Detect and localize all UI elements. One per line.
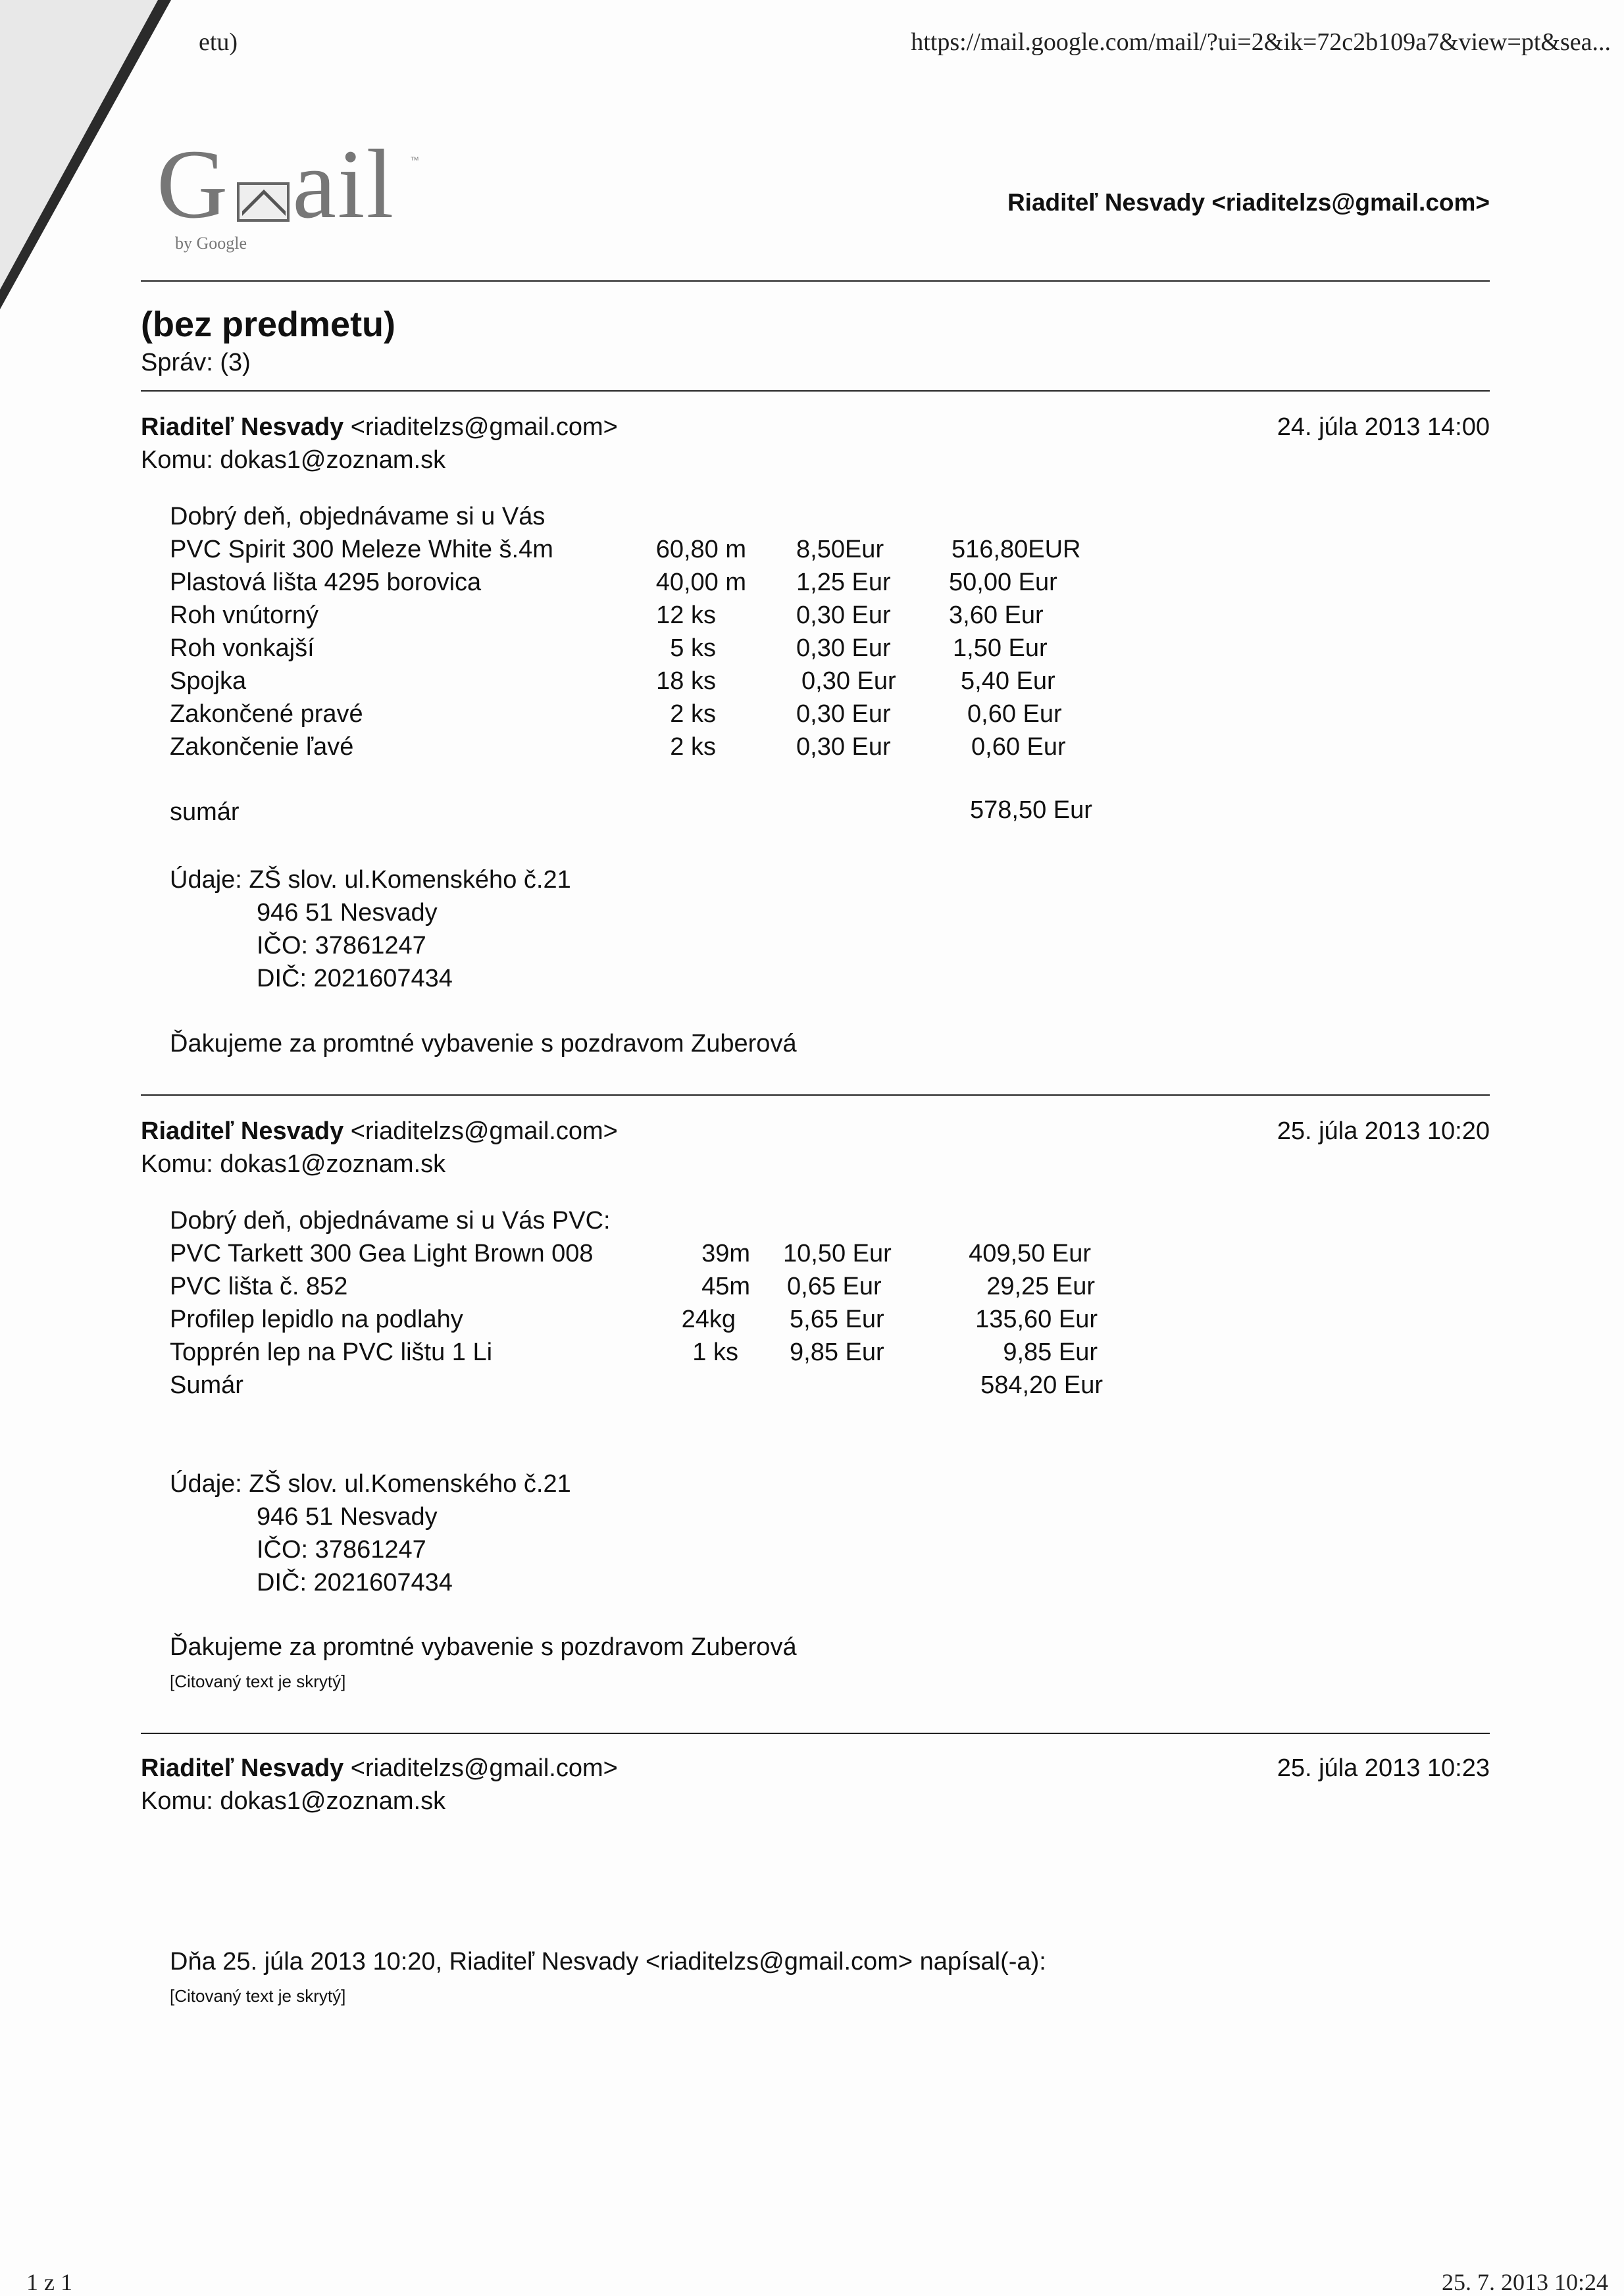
item-price: 1,25 Eur xyxy=(796,569,891,596)
message-sender[interactable]: Riaditeľ Nesvady <riaditelzs@gmail.com> xyxy=(141,1117,618,1145)
item-total: 50,00 Eur xyxy=(949,569,1057,596)
item-price: 0,30 Eur xyxy=(796,700,891,728)
item-total: 5,40 Eur xyxy=(961,667,1055,695)
item-name: Topprén lep na PVC lištu 1 Li xyxy=(170,1339,493,1366)
item-name: Spojka xyxy=(170,667,247,695)
item-qty: 45m xyxy=(701,1273,750,1300)
item-price: 0,30 Eur xyxy=(801,667,896,695)
account-name: Riaditeľ Nesvady <riaditelzs@gmail.com> xyxy=(1007,189,1490,216)
item-total: 9,85 Eur xyxy=(1003,1339,1098,1366)
item-qty: 5 ks xyxy=(670,634,716,662)
divider xyxy=(141,1094,1490,1096)
item-qty: 1 ks xyxy=(692,1339,738,1366)
item-qty: 60,80 m xyxy=(655,536,746,563)
item-price: 0,30 Eur xyxy=(796,601,891,629)
item-total: 409,50 Eur xyxy=(969,1240,1091,1267)
item-qty: 12 ks xyxy=(656,601,716,629)
message-recipient: Komu: dokas1@zoznam.sk xyxy=(141,446,446,474)
item-qty: 40,00 m xyxy=(655,569,746,596)
item-total: 135,60 Eur xyxy=(975,1306,1098,1333)
item-total: 3,60 Eur xyxy=(949,601,1044,629)
divider xyxy=(141,1733,1490,1734)
item-name: PVC lišta č. 852 xyxy=(170,1273,348,1300)
item-name: Zakončené pravé xyxy=(170,700,363,728)
message-intro: Dobrý deň, objednávame si u Vás xyxy=(170,503,546,530)
message-count: Správ: (3) xyxy=(141,349,251,376)
quoted-text-toggle[interactable]: [Citovaný text je skrytý] xyxy=(170,1671,346,1691)
envelope-icon xyxy=(237,182,290,222)
message-closing: Ďakujeme za promtné vybavenie s pozdravom Zuberová xyxy=(170,1633,797,1661)
item-price: 0,30 Eur xyxy=(796,634,891,662)
details-line: IČO: 37861247 xyxy=(257,932,426,959)
item-qty: 18 ks xyxy=(656,667,716,695)
item-price: 0,65 Eur xyxy=(787,1273,882,1300)
message-closing: Ďakujeme za promtné vybavenie s pozdravom Zuberová xyxy=(170,1030,797,1058)
message-sender[interactable]: Riaditeľ Nesvady <riaditelzs@gmail.com> xyxy=(141,1754,618,1782)
item-total: 516,80EUR xyxy=(952,536,1081,563)
item-total: 1,50 Eur xyxy=(953,634,1048,662)
sum-value: 584,20 Eur xyxy=(980,1371,1103,1399)
thread-subject: (bez predmetu) xyxy=(141,305,396,344)
page-number: 1 z 1 xyxy=(26,2269,72,2295)
logo-wordmark: G ail xyxy=(157,130,395,239)
sum-value: 578,50 Eur xyxy=(970,796,1092,824)
message-recipient: Komu: dokas1@zoznam.sk xyxy=(141,1787,446,1815)
item-qty: 39m xyxy=(701,1240,750,1267)
message-sender[interactable]: Riaditeľ Nesvady <riaditelzs@gmail.com> xyxy=(141,413,618,441)
item-qty: 2 ks xyxy=(670,733,716,761)
message-recipient: Komu: dokas1@zoznam.sk xyxy=(141,1150,446,1178)
print-url: https://mail.google.com/mail/?ui=2&ik=72c2b109a7&view=pt&sea... xyxy=(911,28,1611,56)
details-line: Údaje: ZŠ slov. ul.Komenského č.21 xyxy=(170,1470,571,1498)
sum-label: sumár xyxy=(170,798,240,826)
item-name: Roh vonkajší xyxy=(170,634,315,662)
quoted-text-toggle[interactable]: [Citovaný text je skrytý] xyxy=(170,1986,346,2006)
print-timestamp: 25. 7. 2013 10:24 xyxy=(1441,2269,1608,2295)
folded-corner-back xyxy=(0,0,158,290)
details-line: 946 51 Nesvady xyxy=(257,899,438,927)
details-line: DIČ: 2021607434 xyxy=(257,965,453,992)
gmail-logo: G ail ™ by Google xyxy=(157,130,419,253)
header-divider xyxy=(141,280,1490,282)
details-line: DIČ: 2021607434 xyxy=(257,1569,453,1596)
item-qty: 2 ks xyxy=(670,700,716,728)
item-name: Zakončenie ľavé xyxy=(170,733,354,761)
item-price: 0,30 Eur xyxy=(796,733,891,761)
item-price: 9,85 Eur xyxy=(790,1339,884,1366)
details-line: Údaje: ZŠ slov. ul.Komenského č.21 xyxy=(170,866,571,894)
sum-label: Sumár xyxy=(170,1371,243,1399)
print-title: etu) xyxy=(199,28,238,56)
message-intro: Dobrý deň, objednávame si u Vás PVC: xyxy=(170,1207,611,1235)
details-line: 946 51 Nesvady xyxy=(257,1503,438,1531)
item-name: Profilep lepidlo na podlahy xyxy=(170,1306,463,1333)
item-price: 10,50 Eur xyxy=(783,1240,892,1267)
item-name: PVC Spirit 300 Meleze White š.4m xyxy=(170,536,553,563)
item-name: Plastová lišta 4295 borovica xyxy=(170,569,482,596)
details-line: IČO: 37861247 xyxy=(257,1536,426,1564)
message-date: 25. júla 2013 10:20 xyxy=(1277,1117,1490,1145)
reply-attribution: Dňa 25. júla 2013 10:20, Riaditeľ Nesvady <riaditelzs@gmail.com> napísal(-a): xyxy=(170,1948,1046,1976)
item-price: 5,65 Eur xyxy=(790,1306,884,1333)
logo-tagline: by Google xyxy=(175,234,247,253)
message-date: 24. júla 2013 14:00 xyxy=(1277,413,1490,441)
item-total: 0,60 Eur xyxy=(971,733,1066,761)
item-name: Roh vnútorný xyxy=(170,601,319,629)
message-date: 25. júla 2013 10:23 xyxy=(1277,1754,1490,1782)
divider xyxy=(141,390,1490,392)
item-price: 8,50Eur xyxy=(796,536,884,563)
item-name: PVC Tarkett 300 Gea Light Brown 008 xyxy=(170,1240,594,1267)
item-qty: 24kg xyxy=(681,1306,736,1333)
item-total: 0,60 Eur xyxy=(967,700,1062,728)
item-total: 29,25 Eur xyxy=(986,1273,1095,1300)
